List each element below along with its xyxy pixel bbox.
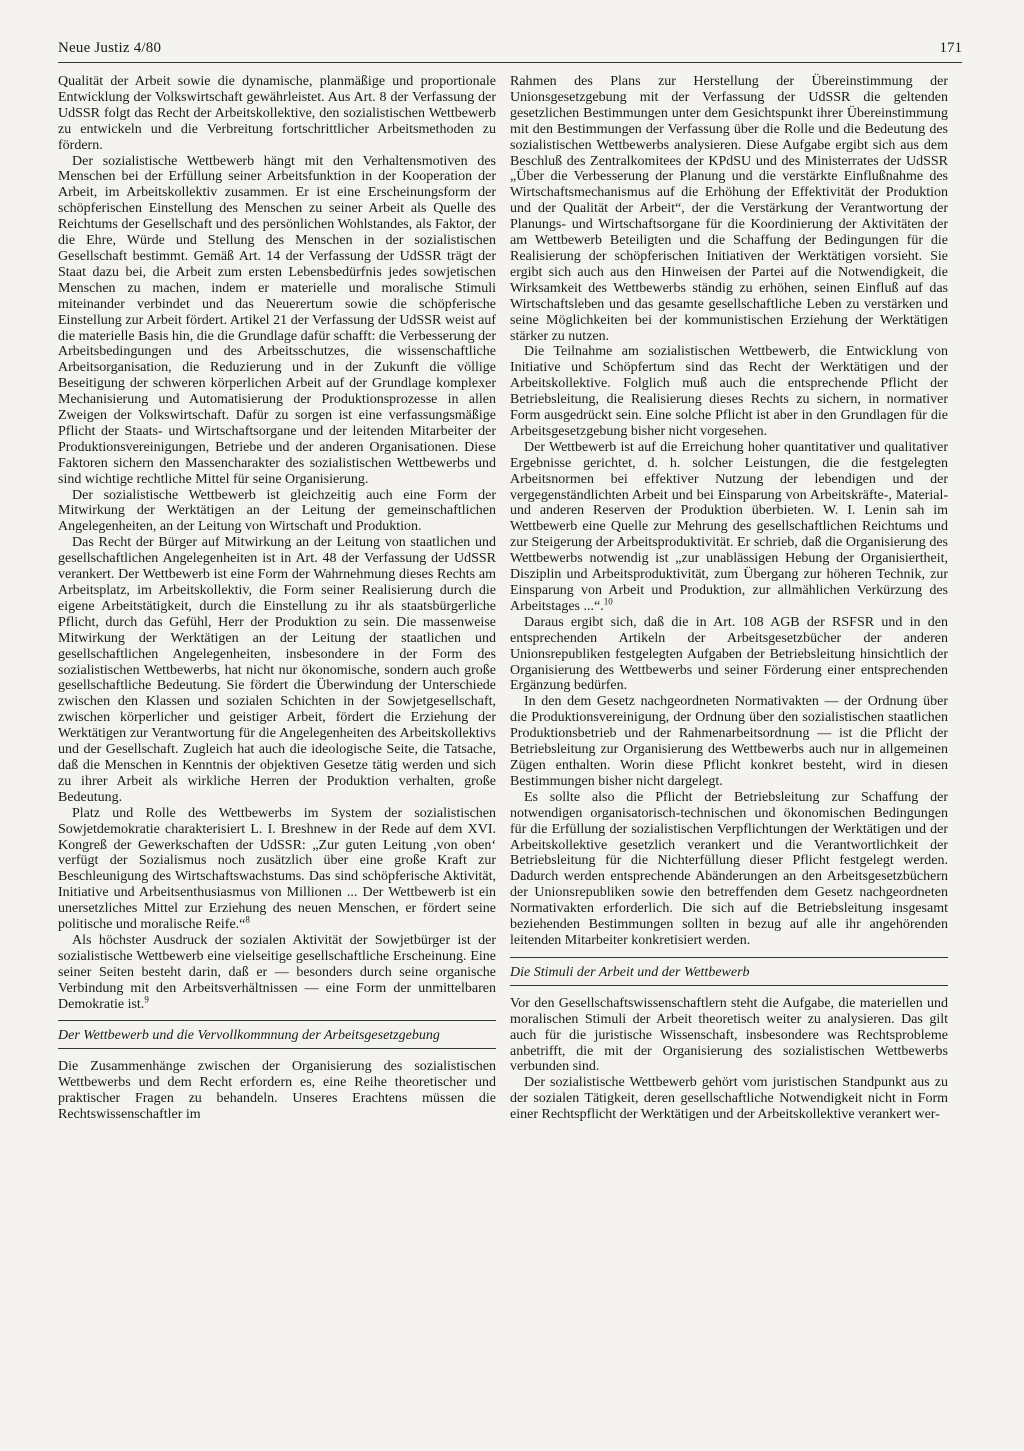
paragraph: Der sozialistische Wettbewerb ist gleichzeitig auch eine Form der Mitwirkung der Werktätigen an der Leitung der gemeinschaftlichen Angelegenheiten, an der Leitung von Wirtschaft und Produktion. xyxy=(58,487,496,535)
left-column xyxy=(58,74,496,1123)
paragraph: Der sozialistische Wettbewerb gehört vom juristischen Standpunkt aus zu der sozialen Tätigkeit, deren gesellschaftliche Notwendigkeit nicht in Form einer Rechtspflicht der Werktätigen und der Arbeitskollektive verankert wer- xyxy=(510,1075,948,1123)
header-rule xyxy=(58,62,962,63)
paragraph: Qualität der Arbeit sowie die dynamische, planmäßige und proportionale Entwicklung der Volkswirtschaft gewährleistet. Aus Art. 8 der Verfassung der UdSSR folgt das Recht der Arbeitskollektive, den sozialistischen Wettbewerb zu entwickeln und die Verbreitung fortschrittlicher Arbeitsmethoden zu fördern. xyxy=(58,74,496,153)
section-rule xyxy=(510,985,948,986)
paragraph-with-footnote xyxy=(58,806,496,933)
footnote-ref: 8 xyxy=(245,914,250,925)
page-number: 171 xyxy=(939,40,962,56)
paragraph-with-footnote xyxy=(58,933,496,1013)
paragraph: In den dem Gesetz nachgeordneten Normativakten — der Ordnung über die Produktionsvereinigung, der Ordnung über den sozialistischen staatlichen Produktionsbetrieb und der Rahmenarbeitsordnung — ist die Pflicht der Betriebsleitung zur Organisierung des Wettbewerbs auch nur in allgemeinen Zügen enthalten. Worin diese Pflicht konkret besteht, wird in diesen Bestimmungen bisher nicht dargelegt. xyxy=(510,694,948,789)
page-header xyxy=(58,40,962,64)
paragraph-text: Platz und Rolle des Wettbewerbs im System der sozialistischen Sowjetdemokratie charakterisiert L. I. Breshnew in der Rede auf dem XVI. Kongreß der Gewerkschaften der UdSSR: „Zur guten Leitung ,von oben‘ verfügt der Sozialismus noch zusätzlich über eine große Kraft zur Beschleunigung des Wirtschaftswachstums. Das sind schöpferische Aktivität, Initiative und Arbeitsenthusiasmus von Millionen ... Der Wettbewerb ist ein unersetzliches Mittel zur Erziehung des neuen Menschen, er fördert seine politische und moralische Reife.“ xyxy=(58,805,496,933)
paragraph-text: Als höchster Ausdruck der sozialen Aktivität der Sowjetbürger ist der sozialistische Wettbewerb eine vielseitige gesellschaftliche Erscheinung. Eine seiner Seiten besteht darin, daß er — besonders durch seine organische Verbindung mit den Arbeitsverhältnissen — eine Form der unmittelbaren Demokratie ist. xyxy=(58,932,496,1012)
paragraph: Die Teilnahme am sozialistischen Wettbewerb, die Entwicklung von Initiative und Schöpfertum sind das Recht der Werktätigen und der Arbeitskollektive. Folglich muß auch die entsprechende Pflicht der Betriebsleitung, die Realisierung dieses Rechts zu sichern, in normativer Form ausgedrückt sein. Eine solche Pflicht ist aber in den Grundlagen für die Arbeitsgesetzgebung bisher nicht vorgesehen. xyxy=(510,344,948,439)
paragraph: Der sozialistische Wettbewerb hängt mit den Verhaltensmotiven des Menschen bei der Erfüllung seiner Arbeitsfunktion in der Kooperation der Arbeit, im Arbeitskollektiv zusammen. Er ist eine Erscheinungsform der schöpferischen Einstellung des Menschen zu seiner Arbeit als Quelle des Reichtums der Gesellschaft und des persönlichen Wohlstandes, als Faktor, der die Ehre, Würde und Stellung des Menschen in der sozialistischen Gesellschaft bestimmt. Gemäß Art. 14 der Verfassung der UdSSR trägt der Staat dazu bei, die Arbeit zum ersten Lebensbedürfnis jedes sowjetischen Menschen zu machen, indem er materielle und moralische Stimuli miteinander verbindet und das Neuerertum sowie die schöpferische Einstellung zur Arbeit fördert. Artikel 21 der Verfassung der UdSSR weist auf die materielle Basis hin, die die Grundlage dafür schafft: die Verbesserung der Arbeitsbedingungen und des Arbeitsschutzes, die wissenschaftliche Arbeitsorganisation, die Reduzierung und in der Zukunft die völlige Beseitigung der schweren körperlichen Arbeit auf der Grundlage komplexer Mechanisierung und Automatisierung der Produktionsprozesse in allen Zweigen der Volkswirtschaft. Dafür zu sorgen ist eine verfassungsmäßige Pflicht der Staats- und Wirtschaftsorgane und der leitenden Mitarbeiter der Produktionsvereinigungen, Betriebe und der anderen Organisationen. Diese Faktoren sichern den Massencharakter des sozialistischen Wettbewerbs und sind wichtige rechtliche Mittel für seine Organisierung. xyxy=(58,153,497,487)
paragraph: Vor den Gesellschaftswissenschaftlern steht die Aufgabe, die materiellen und moralischen Stimuli der Arbeit theoretisch weiter zu analysieren. Das gilt auch für die juristische Wissenschaft, insbesondere was Rechtsprobleme anbetrifft, die mit der Organisierung des sozialistischen Wettbewerbs verbunden sind. xyxy=(510,995,948,1075)
section-block xyxy=(510,957,948,986)
section-heading: Die Stimuli der Arbeit und der Wettbewerb xyxy=(510,964,750,980)
footnote-ref: 9 xyxy=(144,993,149,1004)
paragraph: Die Zusammenhänge zwischen der Organisierung des sozialistischen Wettbewerbs und dem Recht erfordern es, eine Reihe theoretischer und praktischer Fragen zu behandeln. Unseres Erachtens müssen die Rechtswissenschaftler im xyxy=(58,1059,496,1123)
right-column xyxy=(510,74,948,1123)
paragraph-with-footnote xyxy=(510,440,948,615)
journal-title: Neue Justiz 4/80 xyxy=(58,40,162,56)
paragraph: Es sollte also die Pflicht der Betriebsleitung zur Schaffung der notwendigen organisatorisch-technischen und ökonomischen Bedingungen für die Erfüllung der sozialistischen Verpflichtungen der Werktätigen und der Arbeitskollektive gesetzlich verankert und die Verantwortlichkeit der Betriebsleitung für die Nichterfüllung dieser Pflicht festgelegt werden. Dadurch werden entsprechende Abänderungen an den Arbeitsgesetzbüchern der Unionsrepubliken sowie den betreffenden dem Gesetz nachgeordneten Normativakten erforderlich. Die sich auf die Betriebsleitung insgesamt beziehenden Bestimmungen sollten in bezug auf alle ihr angehörenden leitenden Mitarbeiter konkretisiert werden. xyxy=(510,789,948,948)
paragraph: Rahmen des Plans zur Herstellung der Übereinstimmung der Unionsgesetzgebung mit der Verfassung der UdSSR die geltenden gesetzlichen Bestimmungen unter dem Gesichtspunkt ihrer Übereinstimmung mit den Bestimmungen der Verfassung über die Rolle und die Bedeutung des sozialistischen Wettbewerbs analysieren. Diese Aufgabe ergibt sich aus dem Beschluß des Zentralkomitees der KPdSU und des Ministerrates der UdSSR „Über die Verbesserung der Planung und die verstärkte Einflußnahme des Wirtschaftsmechanismus auf die Erhöhung der Effektivität der Produktion und der Qualität der Arbeit“, der die Verstärkung der Verantwortung der Planungs- und Wirtschaftsorgane für die Koordinierung der Aktivitäten der am Wettbewerb Beteiligten und die Schaffung der Bedingungen für die Realisierung der schöpferischen Initiativen der Werktätigen vorsieht. Sie ergibt sich auch aus den Hinweisen der Partei auf die Notwendigkeit, die Wirksamkeit des Wettbewerbs ständig zu erhöhen, seinen Einfluß auf das Wirtschaftsleben und das gesamte gesellschaftliche Leben zu verstärken und seine Möglichkeiten bei der kommunistischen Erziehung der Werktätigen stärker zu nutzen. xyxy=(510,74,948,344)
section-heading: Der Wettbewerb und die Vervollkommnung der Arbeitsgesetzgebung xyxy=(58,1028,440,1044)
paragraph: Das Recht der Bürger auf Mitwirkung an der Leitung von staatlichen und gesellschaftlichen Angelegenheiten ist in Art. 48 der Verfassung der UdSSR verankert. Der Wettbewerb ist eine Form der Wahrnehmung dieses Rechts am Arbeitsplatz, im Arbeitskollektiv, die Form seiner Realisierung durch die eigene Arbeitstätigkeit, durch die Einstellung zu ihr als staatsbürgerliche Pflicht, durch das Gefühl, Herr der Produktion zu sein. Die massenweise Mitwirkung der Werktätigen an der Leitung der staatlichen und gesellschaftlichen Angelegenheiten, insbesondere in der Form des sozialistischen Wettbewerbs, hat nicht nur ökonomische, sondern auch große gesellschaftliche Bedeutung. Sie fördert die Überwindung der Unterschiede zwischen den Klassen und sozialen Schichten in der Sowjetgesellschaft, zwischen körperlicher und geistiger Arbeit, fördert die Erziehung der Werktätigen zur Verantwortung für die Angelegenheiten des Arbeitskollektivs und der Gesellschaft. Zugleich hat auch die ideologische Seite, die Tatsache, daß die Menschen in Kenntnis der objektiven Gesetze tätig werden und sich zu ihrer Arbeit als wirkliche Herren der Produktion verhalten, große Bedeutung. xyxy=(58,535,496,805)
section-block xyxy=(58,1020,496,1049)
paragraph-text: Der Wettbewerb ist auf die Erreichung hoher quantitativer und qualitativer Ergebnisse gerichtet, d. h. solcher Leistungen, die die festgelegten Arbeitsnormen bei effektiver Nutzung der lebendigen und der vergegenständlichten Arbeit und bei Einsparung von Arbeitskräfte-, Material- und anderen Reserven der Produktion überbieten. W. I. Lenin sah im Wettbewerb eine Quelle zur Mehrung des gesellschaftlichen Reichtums und zur Steigerung der Arbeitsproduktivität. Er schrieb, daß die Organisierung des Wettbewerbs notwendig ist „zur unablässigen Hebung der Organisiertheit, Disziplin und Arbeitsproduktivität, zum Übergang zur höheren Technik, zur Einsparung von Arbeit und Produktion, zur allmählichen Verkürzung des Arbeitstages ...“. xyxy=(510,439,948,614)
section-rule xyxy=(58,1048,496,1049)
footnote-ref: 10 xyxy=(603,596,613,607)
paragraph: Daraus ergibt sich, daß die in Art. 108 AGB der RSFSR und in den entsprechenden Artikeln der Arbeitsgesetzbücher der anderen Unionsrepubliken festgelegten Aufgaben der Betriebsleitung hinsichtlich der Organisierung des Wettbewerbs und seiner Förderung einer entsprechenden Ergänzung bedürfen. xyxy=(510,614,948,694)
